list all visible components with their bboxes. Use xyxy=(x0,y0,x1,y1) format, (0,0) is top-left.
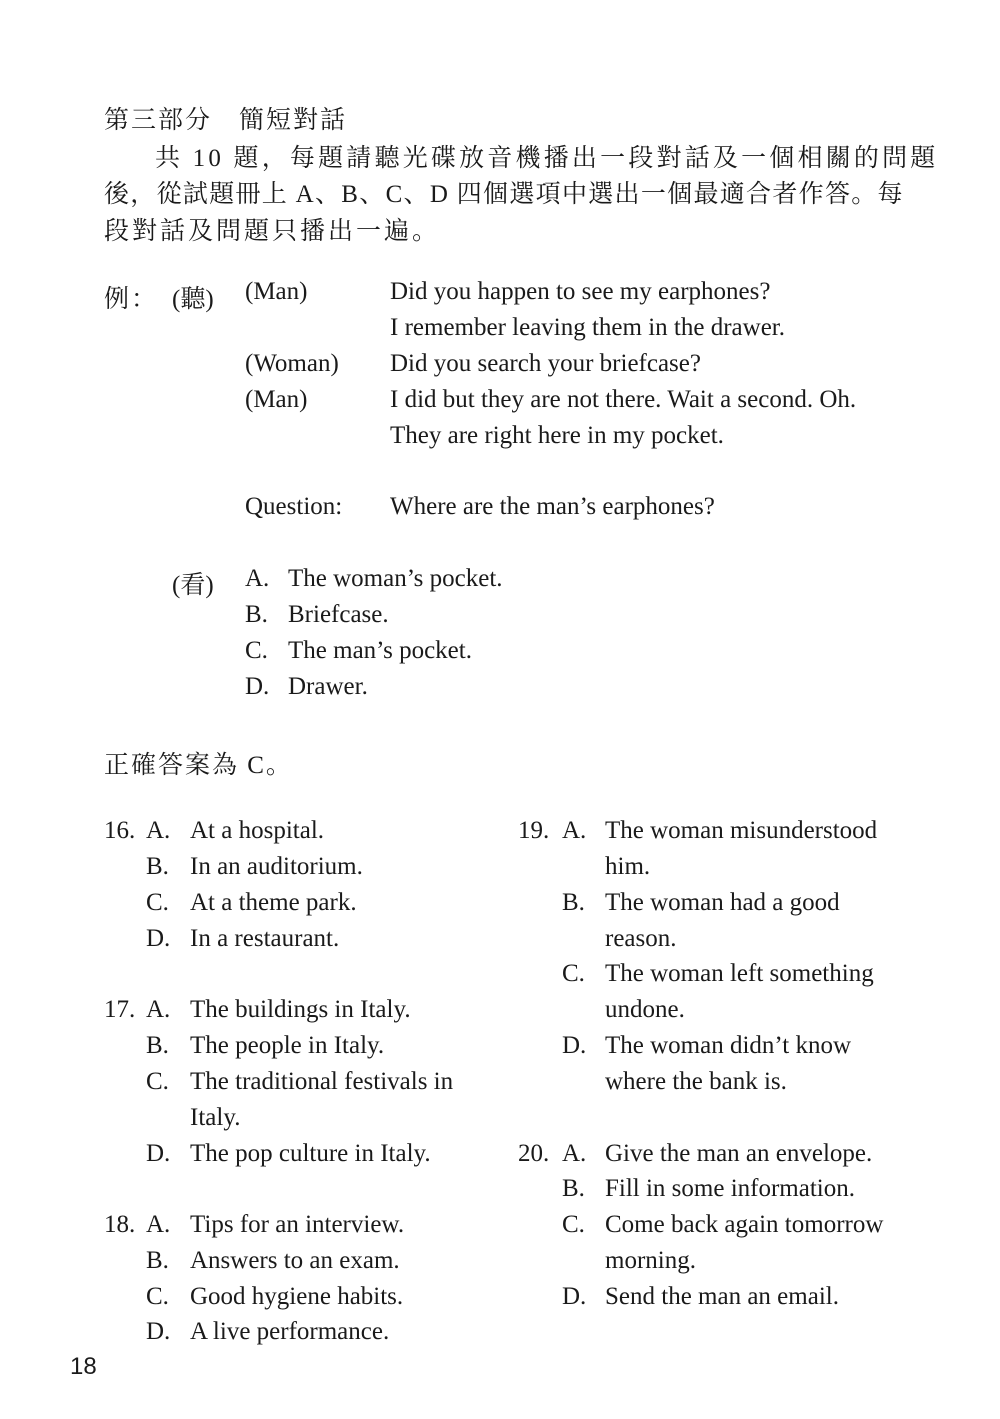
option-letter: B. xyxy=(245,601,268,628)
option-letter: D. xyxy=(146,925,171,952)
option-text: The woman didn’t know xyxy=(605,1032,852,1059)
option-text: In a restaurant. xyxy=(190,925,340,952)
option-text: The traditional festivals in xyxy=(190,1068,454,1095)
option-letter: D. xyxy=(562,1032,587,1059)
dialogue-line: Did you happen to see my earphones? xyxy=(390,278,771,305)
option-text: Give the man an envelope. xyxy=(605,1140,873,1167)
option-text-continued: Italy. xyxy=(190,1104,241,1131)
option-text: Come back again tomorrow xyxy=(605,1211,884,1238)
question-number-17: 17. xyxy=(104,996,136,1023)
option-letter: D. xyxy=(146,1140,171,1167)
question-number-18: 18. xyxy=(104,1211,136,1238)
option-text: At a theme park. xyxy=(190,889,357,916)
dialogue-line: I did but they are not there. Wait a second. Oh. xyxy=(390,386,857,413)
option-letter: B. xyxy=(562,889,585,916)
option-letter: A. xyxy=(245,565,270,592)
option-letter: D. xyxy=(146,1318,171,1345)
option-text: Good hygiene habits. xyxy=(190,1283,404,1310)
option-text: Briefcase. xyxy=(288,601,389,628)
option-letter: C. xyxy=(146,889,169,916)
option-text: At a hospital. xyxy=(190,817,325,844)
speaker-3: (Man) xyxy=(245,386,308,413)
instructions-line-1: 共 10 題，每題請聽光碟放音機播出一段對話及一個相關的問題 xyxy=(155,145,939,172)
option-text: A live performance. xyxy=(190,1318,390,1345)
question-text: Where are the man’s earphones? xyxy=(390,493,715,520)
option-letter: A. xyxy=(146,996,171,1023)
instructions-line-3: 段對話及問題只播出一遍。 xyxy=(104,218,441,245)
option-text-continued: morning. xyxy=(605,1247,696,1274)
option-letter: A. xyxy=(562,1140,587,1167)
example-answer: 正確答案為 C。 xyxy=(104,752,293,779)
option-letter: B. xyxy=(562,1175,585,1202)
dialogue-line: Did you search your briefcase? xyxy=(390,350,701,377)
option-letter: A. xyxy=(146,817,171,844)
option-text: The people in Italy. xyxy=(190,1032,385,1059)
option-text: Tips for an interview. xyxy=(190,1211,405,1238)
option-text-continued: where the bank is. xyxy=(605,1068,787,1095)
option-text: The buildings in Italy. xyxy=(190,996,411,1023)
listen-label: (聽) xyxy=(172,286,214,313)
question-number-16: 16. xyxy=(104,817,136,844)
question-number-20: 20. xyxy=(518,1140,550,1167)
option-text: The woman had a good xyxy=(605,889,840,916)
option-text-continued: undone. xyxy=(605,996,685,1023)
dialogue-line: They are right here in my pocket. xyxy=(390,422,724,449)
option-letter: C. xyxy=(146,1068,169,1095)
option-letter: D. xyxy=(245,673,270,700)
option-letter: B. xyxy=(146,853,169,880)
option-text: Send the man an email. xyxy=(605,1283,839,1310)
section-title: 第三部分 簡短對話 xyxy=(104,107,348,134)
option-letter: C. xyxy=(562,1211,585,1238)
option-text: The man’s pocket. xyxy=(288,637,472,664)
option-letter: C. xyxy=(146,1283,169,1310)
speaker-1: (Man) xyxy=(245,278,308,305)
option-text: The woman misunderstood xyxy=(605,817,878,844)
page-number: 18 xyxy=(70,1353,97,1380)
option-text: Drawer. xyxy=(288,673,368,700)
option-text-continued: him. xyxy=(605,853,651,880)
option-letter: D. xyxy=(562,1283,587,1310)
question-label: Question: xyxy=(245,493,343,520)
option-text: Answers to an exam. xyxy=(190,1247,400,1274)
option-letter: A. xyxy=(146,1211,171,1238)
speaker-2: (Woman) xyxy=(245,350,339,377)
example-label: 例： xyxy=(104,286,159,313)
question-number-19: 19. xyxy=(518,817,550,844)
option-letter: A. xyxy=(562,817,587,844)
instructions-line-2: 後，從試題冊上 A、B、C、D 四個選項中選出一個最適合者作答。每 xyxy=(104,181,904,208)
option-text: The woman left something xyxy=(605,960,874,987)
option-letter: B. xyxy=(146,1247,169,1274)
dialogue-line: I remember leaving them in the drawer. xyxy=(390,314,785,341)
option-text: In an auditorium. xyxy=(190,853,363,880)
option-letter: C. xyxy=(562,960,585,987)
option-letter: B. xyxy=(146,1032,169,1059)
look-label: (看) xyxy=(172,572,214,599)
option-text: Fill in some information. xyxy=(605,1175,855,1202)
option-letter: C. xyxy=(245,637,268,664)
option-text: The pop culture in Italy. xyxy=(190,1140,431,1167)
option-text-continued: reason. xyxy=(605,925,677,952)
option-text: The woman’s pocket. xyxy=(288,565,503,592)
